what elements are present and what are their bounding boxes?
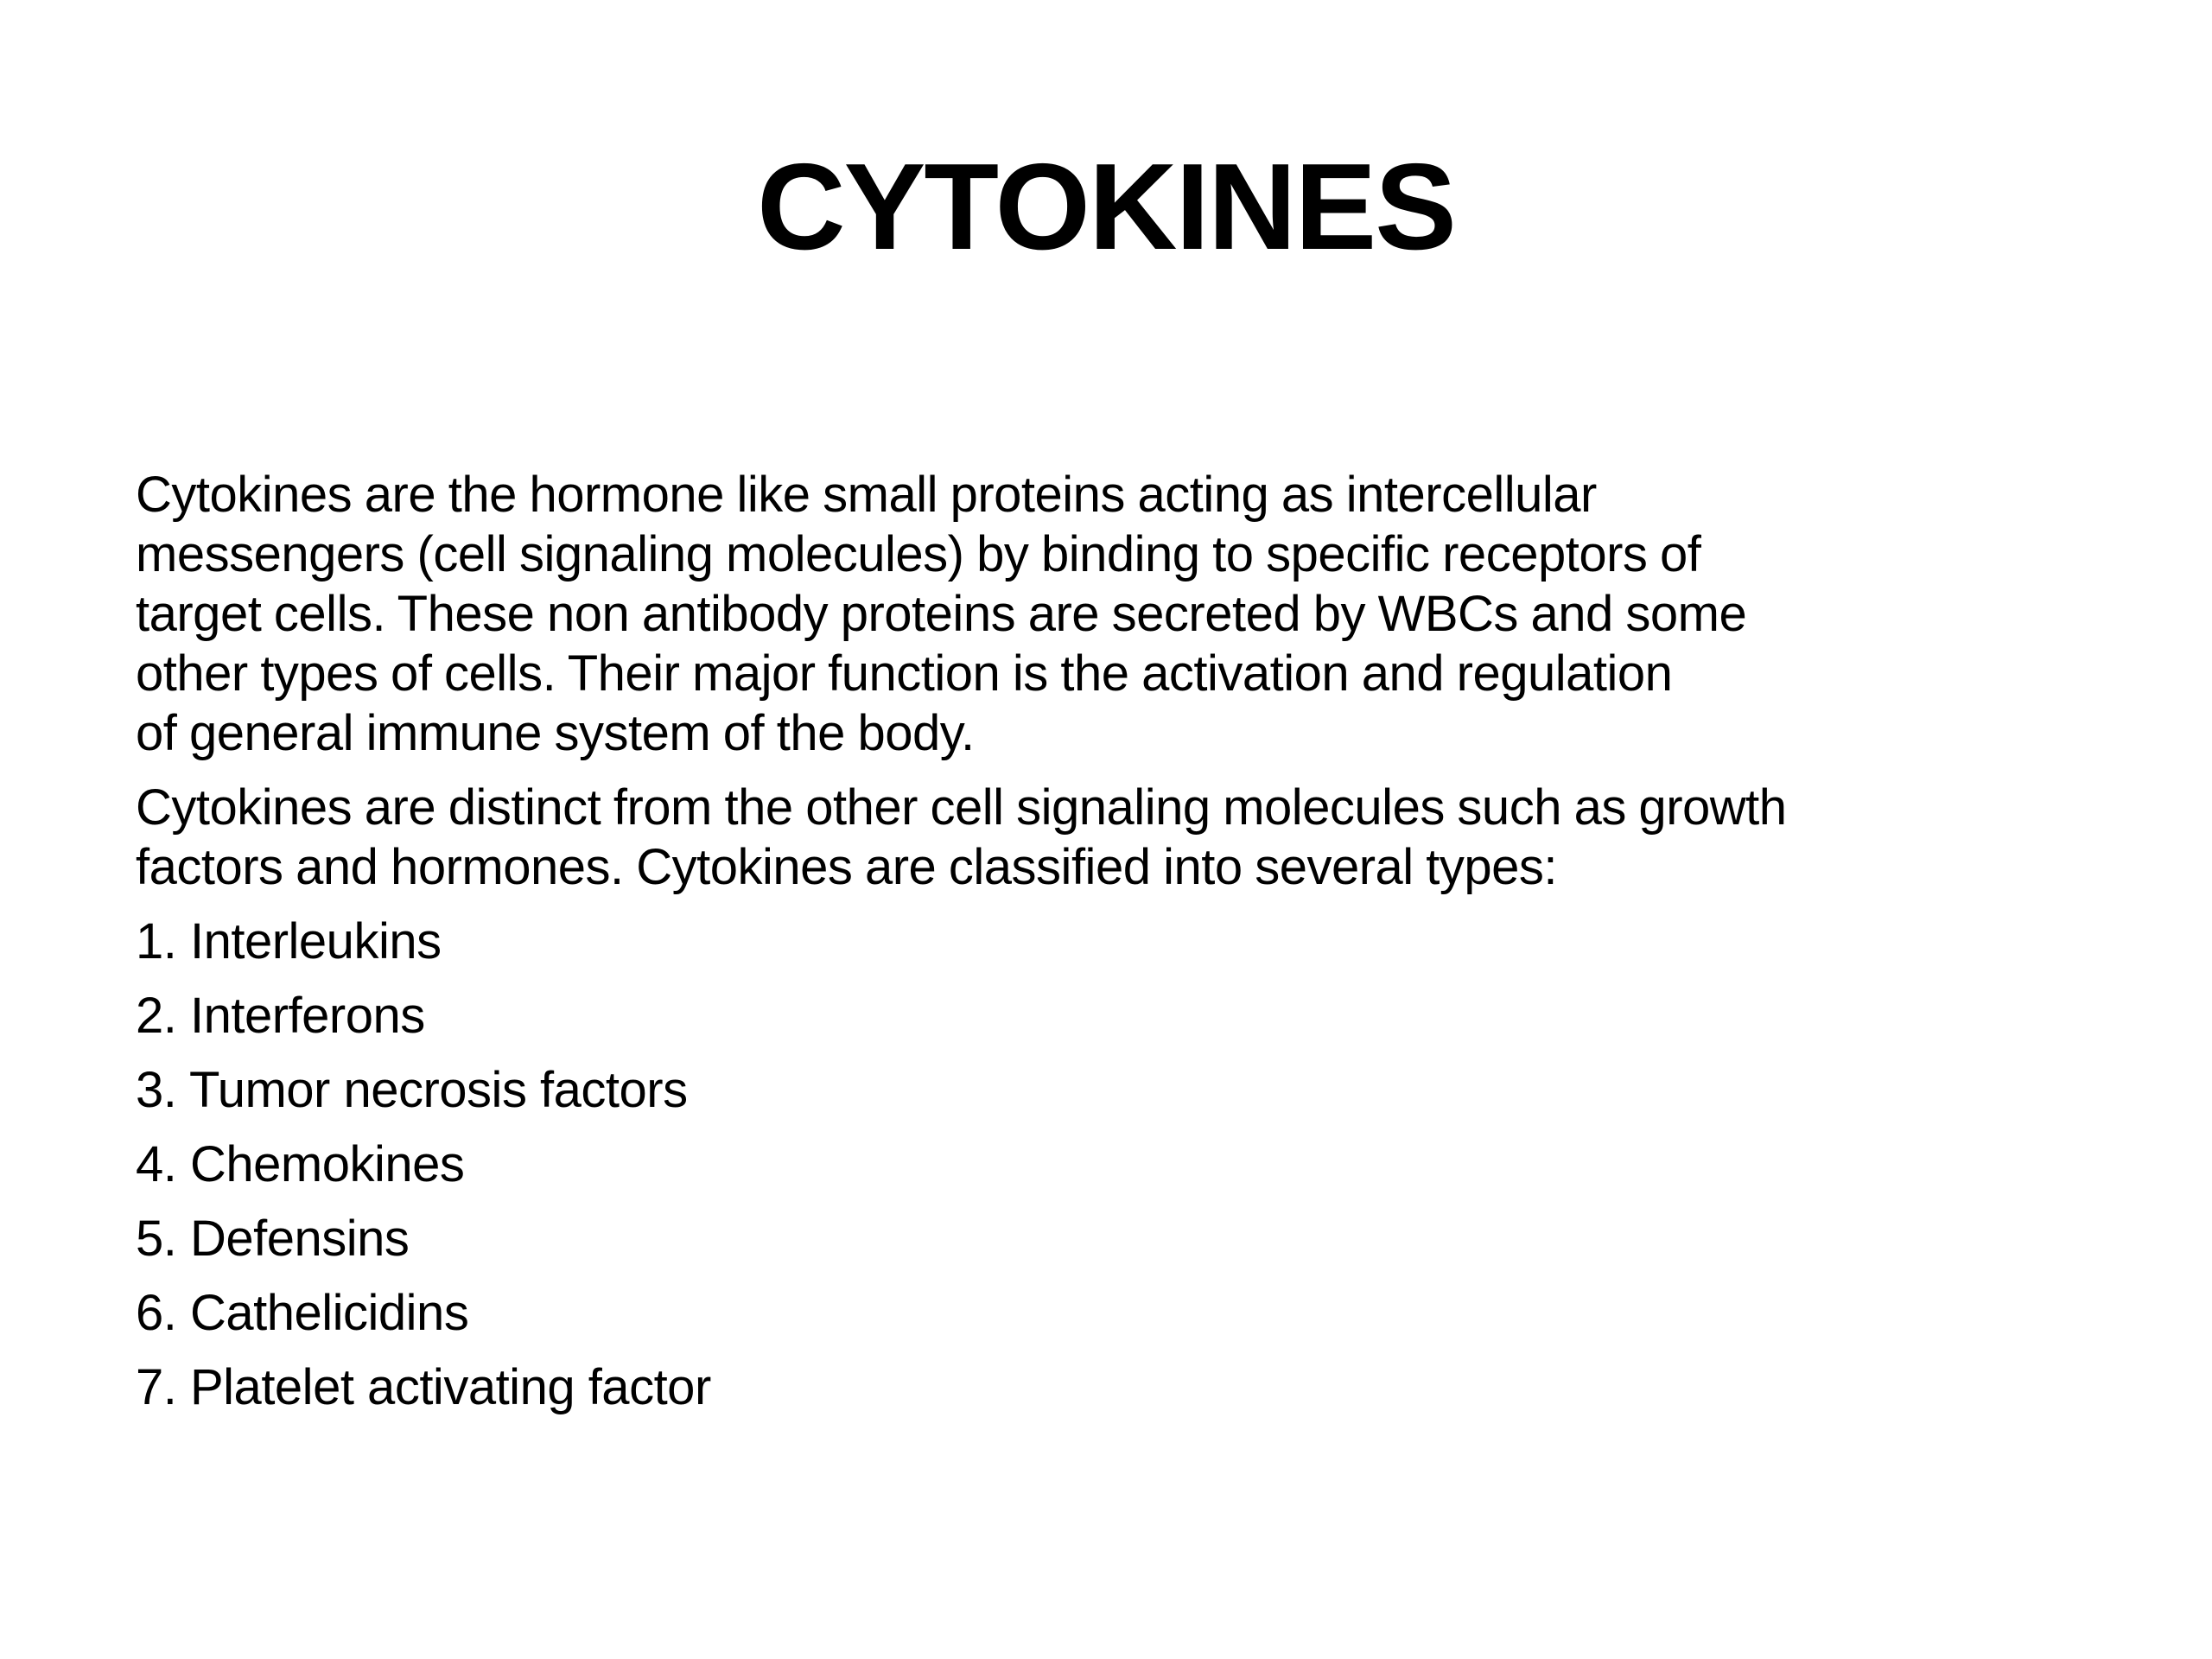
- list-item: 5. Defensins: [136, 1211, 410, 1267]
- paragraph-line: factors and hormones. Cytokines are classified into several types:: [136, 839, 1558, 895]
- list-item: 1. Interleukins: [136, 913, 442, 969]
- classification-paragraph: [136, 778, 2123, 897]
- paragraph-line: other types of cells. Their major function is the activation and regulation: [136, 645, 1673, 702]
- paragraph-line: messengers (cell signaling molecules) by binding to specific receptors of: [136, 526, 1701, 582]
- cytokine-types-list: [136, 912, 2123, 1417]
- list-item: 3. Tumor necrosis factors: [136, 1062, 688, 1118]
- definition-paragraph: [136, 465, 2123, 763]
- list-item: 7. Platelet activating factor: [136, 1359, 711, 1415]
- slide-title: CYTOKINES: [757, 138, 1455, 276]
- list-item: 4. Chemokines: [136, 1136, 465, 1192]
- list-item: 2. Interferons: [136, 988, 425, 1044]
- paragraph-line: target cells. These non antibody proteins are secreted by WBCs and some: [136, 586, 1747, 642]
- list-item: 6. Cathelicidins: [136, 1285, 469, 1341]
- paragraph-line: Cytokines are distinct from the other cell signaling molecules such as growth: [136, 779, 1787, 836]
- paragraph-line: of general immune system of the body.: [136, 705, 975, 761]
- paragraph-line: Cytokines are the hormone like small proteins acting as intercellular: [136, 467, 1597, 523]
- slide-body: [136, 465, 2123, 1432]
